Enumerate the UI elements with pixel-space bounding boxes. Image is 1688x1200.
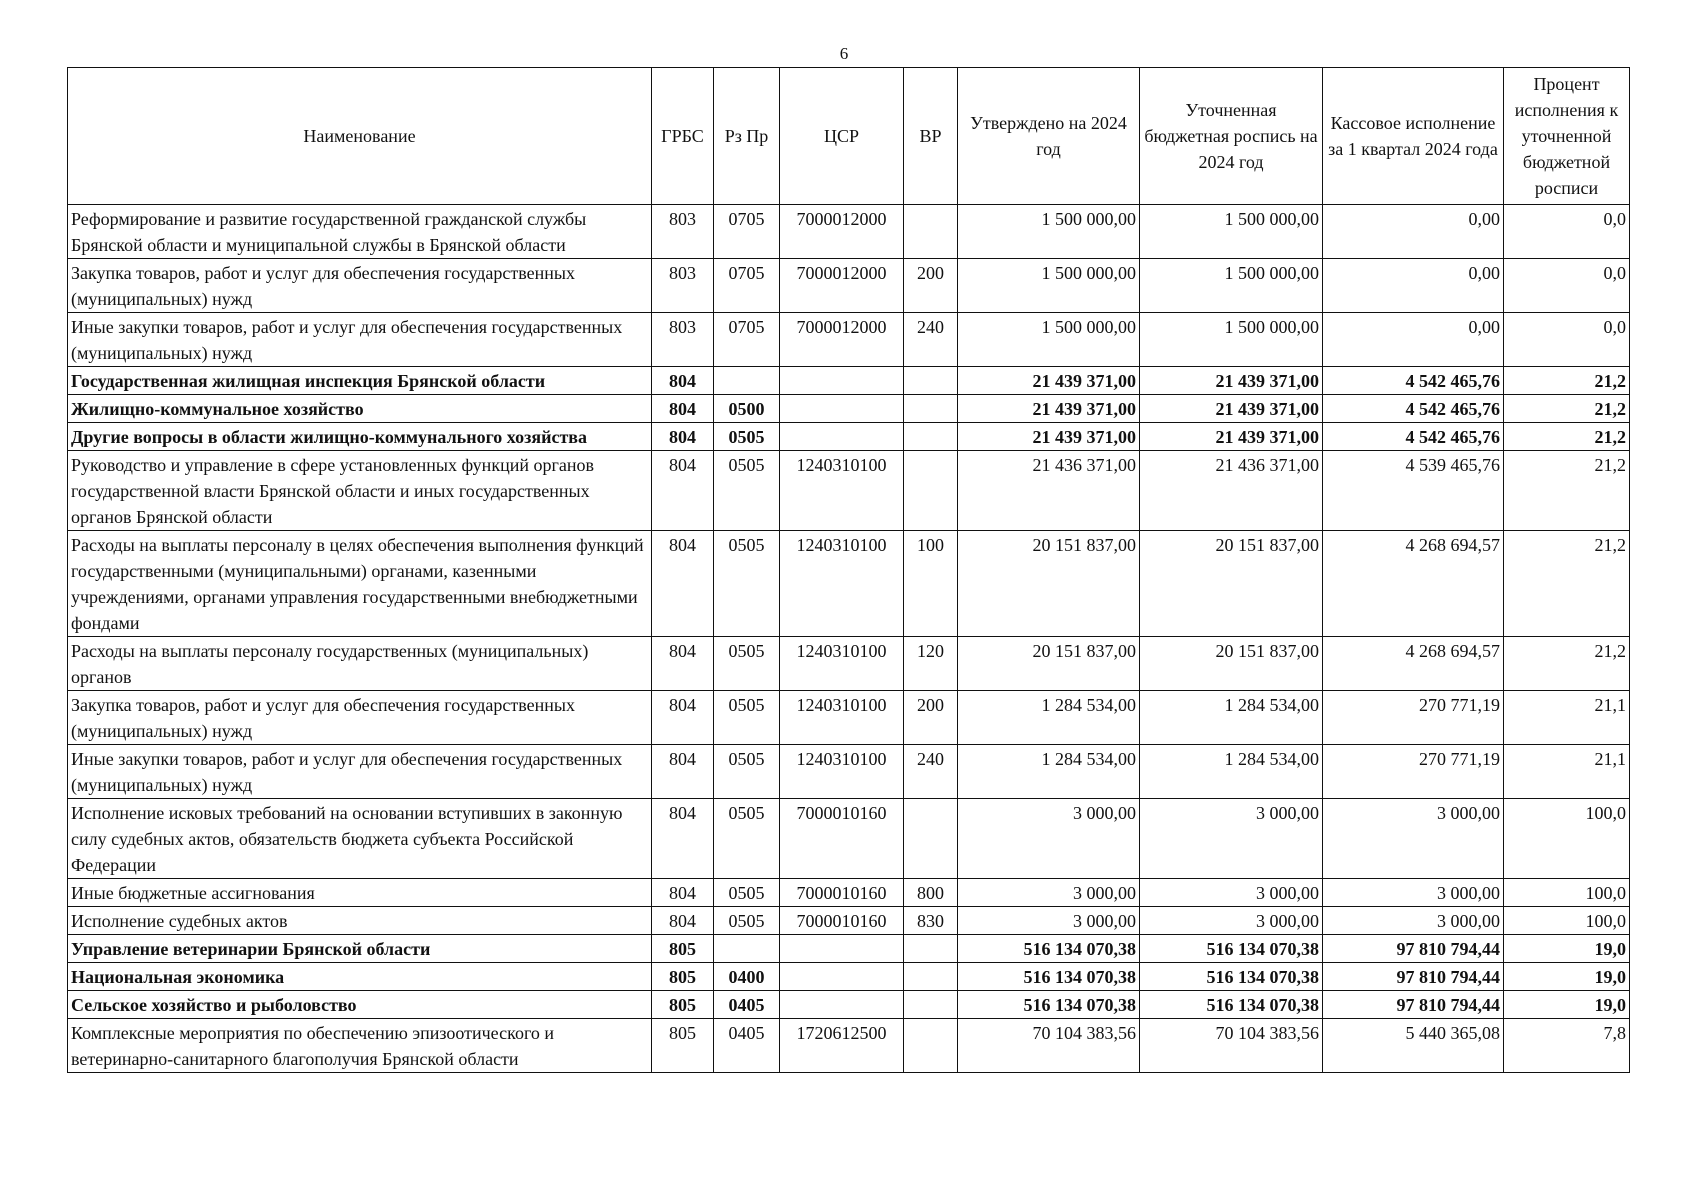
row-refined: 1 500 000,00 (1140, 205, 1323, 259)
row-cash: 4 542 465,76 (1323, 423, 1504, 451)
row-approved: 21 436 371,00 (958, 451, 1140, 531)
row-approved: 516 134 070,38 (958, 963, 1140, 991)
row-vr (904, 423, 958, 451)
row-vr (904, 451, 958, 531)
row-approved: 20 151 837,00 (958, 531, 1140, 637)
row-grbs: 805 (652, 1019, 714, 1073)
table-row (68, 259, 1630, 313)
row-refined: 20 151 837,00 (1140, 637, 1323, 691)
row-rzpr: 0705 (714, 205, 780, 259)
table-row (68, 531, 1630, 637)
row-vr (904, 205, 958, 259)
row-refined: 1 284 534,00 (1140, 745, 1323, 799)
row-percent: 21,1 (1504, 745, 1630, 799)
row-refined: 3 000,00 (1140, 879, 1323, 907)
row-rzpr: 0505 (714, 745, 780, 799)
row-name: Иные закупки товаров, работ и услуг для обеспечения государственных (муниципальных) нужд (68, 313, 652, 367)
row-cash: 4 542 465,76 (1323, 367, 1504, 395)
row-cash: 4 268 694,57 (1323, 637, 1504, 691)
row-name: Расходы на выплаты персоналу государственных (муниципальных) органов (68, 637, 652, 691)
row-percent: 100,0 (1504, 907, 1630, 935)
row-csr (780, 395, 904, 423)
row-approved: 1 500 000,00 (958, 205, 1140, 259)
row-csr: 7000010160 (780, 879, 904, 907)
row-name: Другие вопросы в области жилищно-коммунального хозяйства (68, 423, 652, 451)
row-cash: 3 000,00 (1323, 907, 1504, 935)
row-cash: 97 810 794,44 (1323, 991, 1504, 1019)
row-csr: 1240310100 (780, 531, 904, 637)
row-vr: 800 (904, 879, 958, 907)
row-name: Иные закупки товаров, работ и услуг для обеспечения государственных (муниципальных) нужд (68, 745, 652, 799)
row-refined: 516 134 070,38 (1140, 935, 1323, 963)
row-cash: 97 810 794,44 (1323, 935, 1504, 963)
row-cash: 270 771,19 (1323, 745, 1504, 799)
row-refined: 3 000,00 (1140, 799, 1323, 879)
header-approved: Утверждено на 2024 год (958, 68, 1140, 205)
row-refined: 21 439 371,00 (1140, 367, 1323, 395)
row-cash: 4 542 465,76 (1323, 395, 1504, 423)
row-refined: 21 439 371,00 (1140, 395, 1323, 423)
row-cash: 270 771,19 (1323, 691, 1504, 745)
row-refined: 21 436 371,00 (1140, 451, 1323, 531)
row-cash: 4 268 694,57 (1323, 531, 1504, 637)
table-row (68, 205, 1630, 259)
row-grbs: 804 (652, 691, 714, 745)
table-row (68, 1019, 1630, 1073)
row-percent: 21,2 (1504, 451, 1630, 531)
row-name: Руководство и управление в сфере установленных функций органов государственной власти Брянской области и иных государственных органов Брянской области (68, 451, 652, 531)
row-csr (780, 991, 904, 1019)
row-csr: 7000012000 (780, 313, 904, 367)
row-grbs: 805 (652, 935, 714, 963)
row-vr: 200 (904, 259, 958, 313)
row-csr: 7000010160 (780, 907, 904, 935)
row-grbs: 803 (652, 259, 714, 313)
row-vr (904, 1019, 958, 1073)
row-name: Расходы на выплаты персоналу в целях обеспечения выполнения функций государственными (муниципальными) органами, казенными учреждениями, органами управления государственными внебюджетными фондами (68, 531, 652, 637)
row-approved: 1 284 534,00 (958, 691, 1140, 745)
table-row (68, 799, 1630, 879)
row-cash: 0,00 (1323, 313, 1504, 367)
row-name: Национальная экономика (68, 963, 652, 991)
row-csr: 7000010160 (780, 799, 904, 879)
row-refined: 21 439 371,00 (1140, 423, 1323, 451)
row-approved: 21 439 371,00 (958, 395, 1140, 423)
row-approved: 3 000,00 (958, 907, 1140, 935)
header-grbs: ГРБС (652, 68, 714, 205)
row-rzpr: 0405 (714, 1019, 780, 1073)
row-rzpr (714, 935, 780, 963)
header-percent: Процент исполнения к уточненной бюджетной росписи (1504, 68, 1630, 205)
row-name: Иные бюджетные ассигнования (68, 879, 652, 907)
row-grbs: 804 (652, 799, 714, 879)
row-percent: 19,0 (1504, 963, 1630, 991)
row-vr: 830 (904, 907, 958, 935)
row-grbs: 804 (652, 637, 714, 691)
budget-table (67, 67, 1630, 1073)
row-refined: 20 151 837,00 (1140, 531, 1323, 637)
row-rzpr: 0705 (714, 259, 780, 313)
row-percent: 21,2 (1504, 395, 1630, 423)
row-percent: 21,1 (1504, 691, 1630, 745)
header-cash: Кассовое исполнение за 1 квартал 2024 года (1323, 68, 1504, 205)
row-name: Управление ветеринарии Брянской области (68, 935, 652, 963)
row-percent: 100,0 (1504, 879, 1630, 907)
row-approved: 1 284 534,00 (958, 745, 1140, 799)
row-cash: 4 539 465,76 (1323, 451, 1504, 531)
row-refined: 1 284 534,00 (1140, 691, 1323, 745)
row-rzpr: 0505 (714, 691, 780, 745)
row-refined: 1 500 000,00 (1140, 313, 1323, 367)
row-refined: 516 134 070,38 (1140, 963, 1323, 991)
row-cash: 3 000,00 (1323, 879, 1504, 907)
row-grbs: 804 (652, 423, 714, 451)
row-name: Сельское хозяйство и рыболовство (68, 991, 652, 1019)
row-vr (904, 799, 958, 879)
row-rzpr: 0505 (714, 799, 780, 879)
row-vr (904, 367, 958, 395)
header-rzpr: Рз Пр (714, 68, 780, 205)
table-row (68, 745, 1630, 799)
row-vr (904, 991, 958, 1019)
row-csr: 7000012000 (780, 259, 904, 313)
row-approved: 21 439 371,00 (958, 423, 1140, 451)
row-refined: 3 000,00 (1140, 907, 1323, 935)
row-vr (904, 935, 958, 963)
header-name: Наименование (68, 68, 652, 205)
row-rzpr: 0400 (714, 963, 780, 991)
header-row (68, 68, 1630, 205)
row-csr: 1240310100 (780, 451, 904, 531)
row-csr (780, 367, 904, 395)
header-csr: ЦСР (780, 68, 904, 205)
table-row (68, 395, 1630, 423)
row-name: Реформирование и развитие государственной гражданской службы Брянской области и муниципальной службы в Брянской области (68, 205, 652, 259)
row-grbs: 805 (652, 991, 714, 1019)
row-csr: 1240310100 (780, 745, 904, 799)
row-name: Жилищно-коммунальное хозяйство (68, 395, 652, 423)
row-rzpr: 0505 (714, 451, 780, 531)
row-grbs: 804 (652, 879, 714, 907)
row-name: Закупка товаров, работ и услуг для обеспечения государственных (муниципальных) нужд (68, 691, 652, 745)
row-name: Исполнение исковых требований на основании вступивших в законную силу судебных актов, обязательств бюджета субъекта Российской Федерации (68, 799, 652, 879)
row-refined: 70 104 383,56 (1140, 1019, 1323, 1073)
row-percent: 100,0 (1504, 799, 1630, 879)
row-rzpr: 0505 (714, 531, 780, 637)
row-percent: 19,0 (1504, 991, 1630, 1019)
row-percent: 21,2 (1504, 531, 1630, 637)
row-vr (904, 395, 958, 423)
row-percent: 21,2 (1504, 367, 1630, 395)
row-approved: 3 000,00 (958, 879, 1140, 907)
row-percent: 21,2 (1504, 637, 1630, 691)
row-approved: 516 134 070,38 (958, 935, 1140, 963)
row-approved: 516 134 070,38 (958, 991, 1140, 1019)
row-vr: 100 (904, 531, 958, 637)
row-vr: 240 (904, 745, 958, 799)
row-percent: 7,8 (1504, 1019, 1630, 1073)
row-grbs: 803 (652, 205, 714, 259)
table-row (68, 963, 1630, 991)
row-vr (904, 963, 958, 991)
row-name: Исполнение судебных актов (68, 907, 652, 935)
row-approved: 21 439 371,00 (958, 367, 1140, 395)
row-cash: 0,00 (1323, 205, 1504, 259)
row-approved: 1 500 000,00 (958, 313, 1140, 367)
row-cash: 97 810 794,44 (1323, 963, 1504, 991)
row-csr (780, 935, 904, 963)
row-approved: 20 151 837,00 (958, 637, 1140, 691)
row-vr: 120 (904, 637, 958, 691)
row-cash: 5 440 365,08 (1323, 1019, 1504, 1073)
row-grbs: 805 (652, 963, 714, 991)
row-rzpr: 0705 (714, 313, 780, 367)
row-grbs: 803 (652, 313, 714, 367)
row-grbs: 804 (652, 531, 714, 637)
row-rzpr (714, 367, 780, 395)
row-percent: 21,2 (1504, 423, 1630, 451)
table-row (68, 313, 1630, 367)
row-name: Государственная жилищная инспекция Брянской области (68, 367, 652, 395)
row-csr: 1240310100 (780, 637, 904, 691)
table-row (68, 367, 1630, 395)
row-percent: 0,0 (1504, 205, 1630, 259)
row-refined: 1 500 000,00 (1140, 259, 1323, 313)
row-rzpr: 0505 (714, 879, 780, 907)
row-percent: 0,0 (1504, 313, 1630, 367)
row-csr: 1240310100 (780, 691, 904, 745)
row-csr (780, 423, 904, 451)
row-percent: 0,0 (1504, 259, 1630, 313)
page-number: 6 (839, 44, 849, 63)
row-rzpr: 0505 (714, 423, 780, 451)
table-row (68, 451, 1630, 531)
row-name: Закупка товаров, работ и услуг для обеспечения государственных (муниципальных) нужд (68, 259, 652, 313)
row-grbs: 804 (652, 745, 714, 799)
row-vr: 200 (904, 691, 958, 745)
row-csr: 1720612500 (780, 1019, 904, 1073)
row-rzpr: 0505 (714, 637, 780, 691)
table-row (68, 691, 1630, 745)
row-rzpr: 0405 (714, 991, 780, 1019)
row-csr (780, 963, 904, 991)
table-row (68, 935, 1630, 963)
row-percent: 19,0 (1504, 935, 1630, 963)
row-cash: 0,00 (1323, 259, 1504, 313)
table-row (68, 879, 1630, 907)
table-row (68, 423, 1630, 451)
row-rzpr: 0505 (714, 907, 780, 935)
row-cash: 3 000,00 (1323, 799, 1504, 879)
table-row (68, 637, 1630, 691)
row-rzpr: 0500 (714, 395, 780, 423)
header-refined: Уточненная бюджетная роспись на 2024 год (1140, 68, 1323, 205)
header-vr: ВР (904, 68, 958, 205)
row-grbs: 804 (652, 395, 714, 423)
row-approved: 70 104 383,56 (958, 1019, 1140, 1073)
row-vr: 240 (904, 313, 958, 367)
row-grbs: 804 (652, 451, 714, 531)
table-row (68, 907, 1630, 935)
row-csr: 7000012000 (780, 205, 904, 259)
row-approved: 3 000,00 (958, 799, 1140, 879)
row-grbs: 804 (652, 907, 714, 935)
row-grbs: 804 (652, 367, 714, 395)
table-row (68, 991, 1630, 1019)
row-approved: 1 500 000,00 (958, 259, 1140, 313)
row-refined: 516 134 070,38 (1140, 991, 1323, 1019)
row-name: Комплексные мероприятия по обеспечению эпизоотического и ветеринарно-санитарного благополучия Брянской области (68, 1019, 652, 1073)
